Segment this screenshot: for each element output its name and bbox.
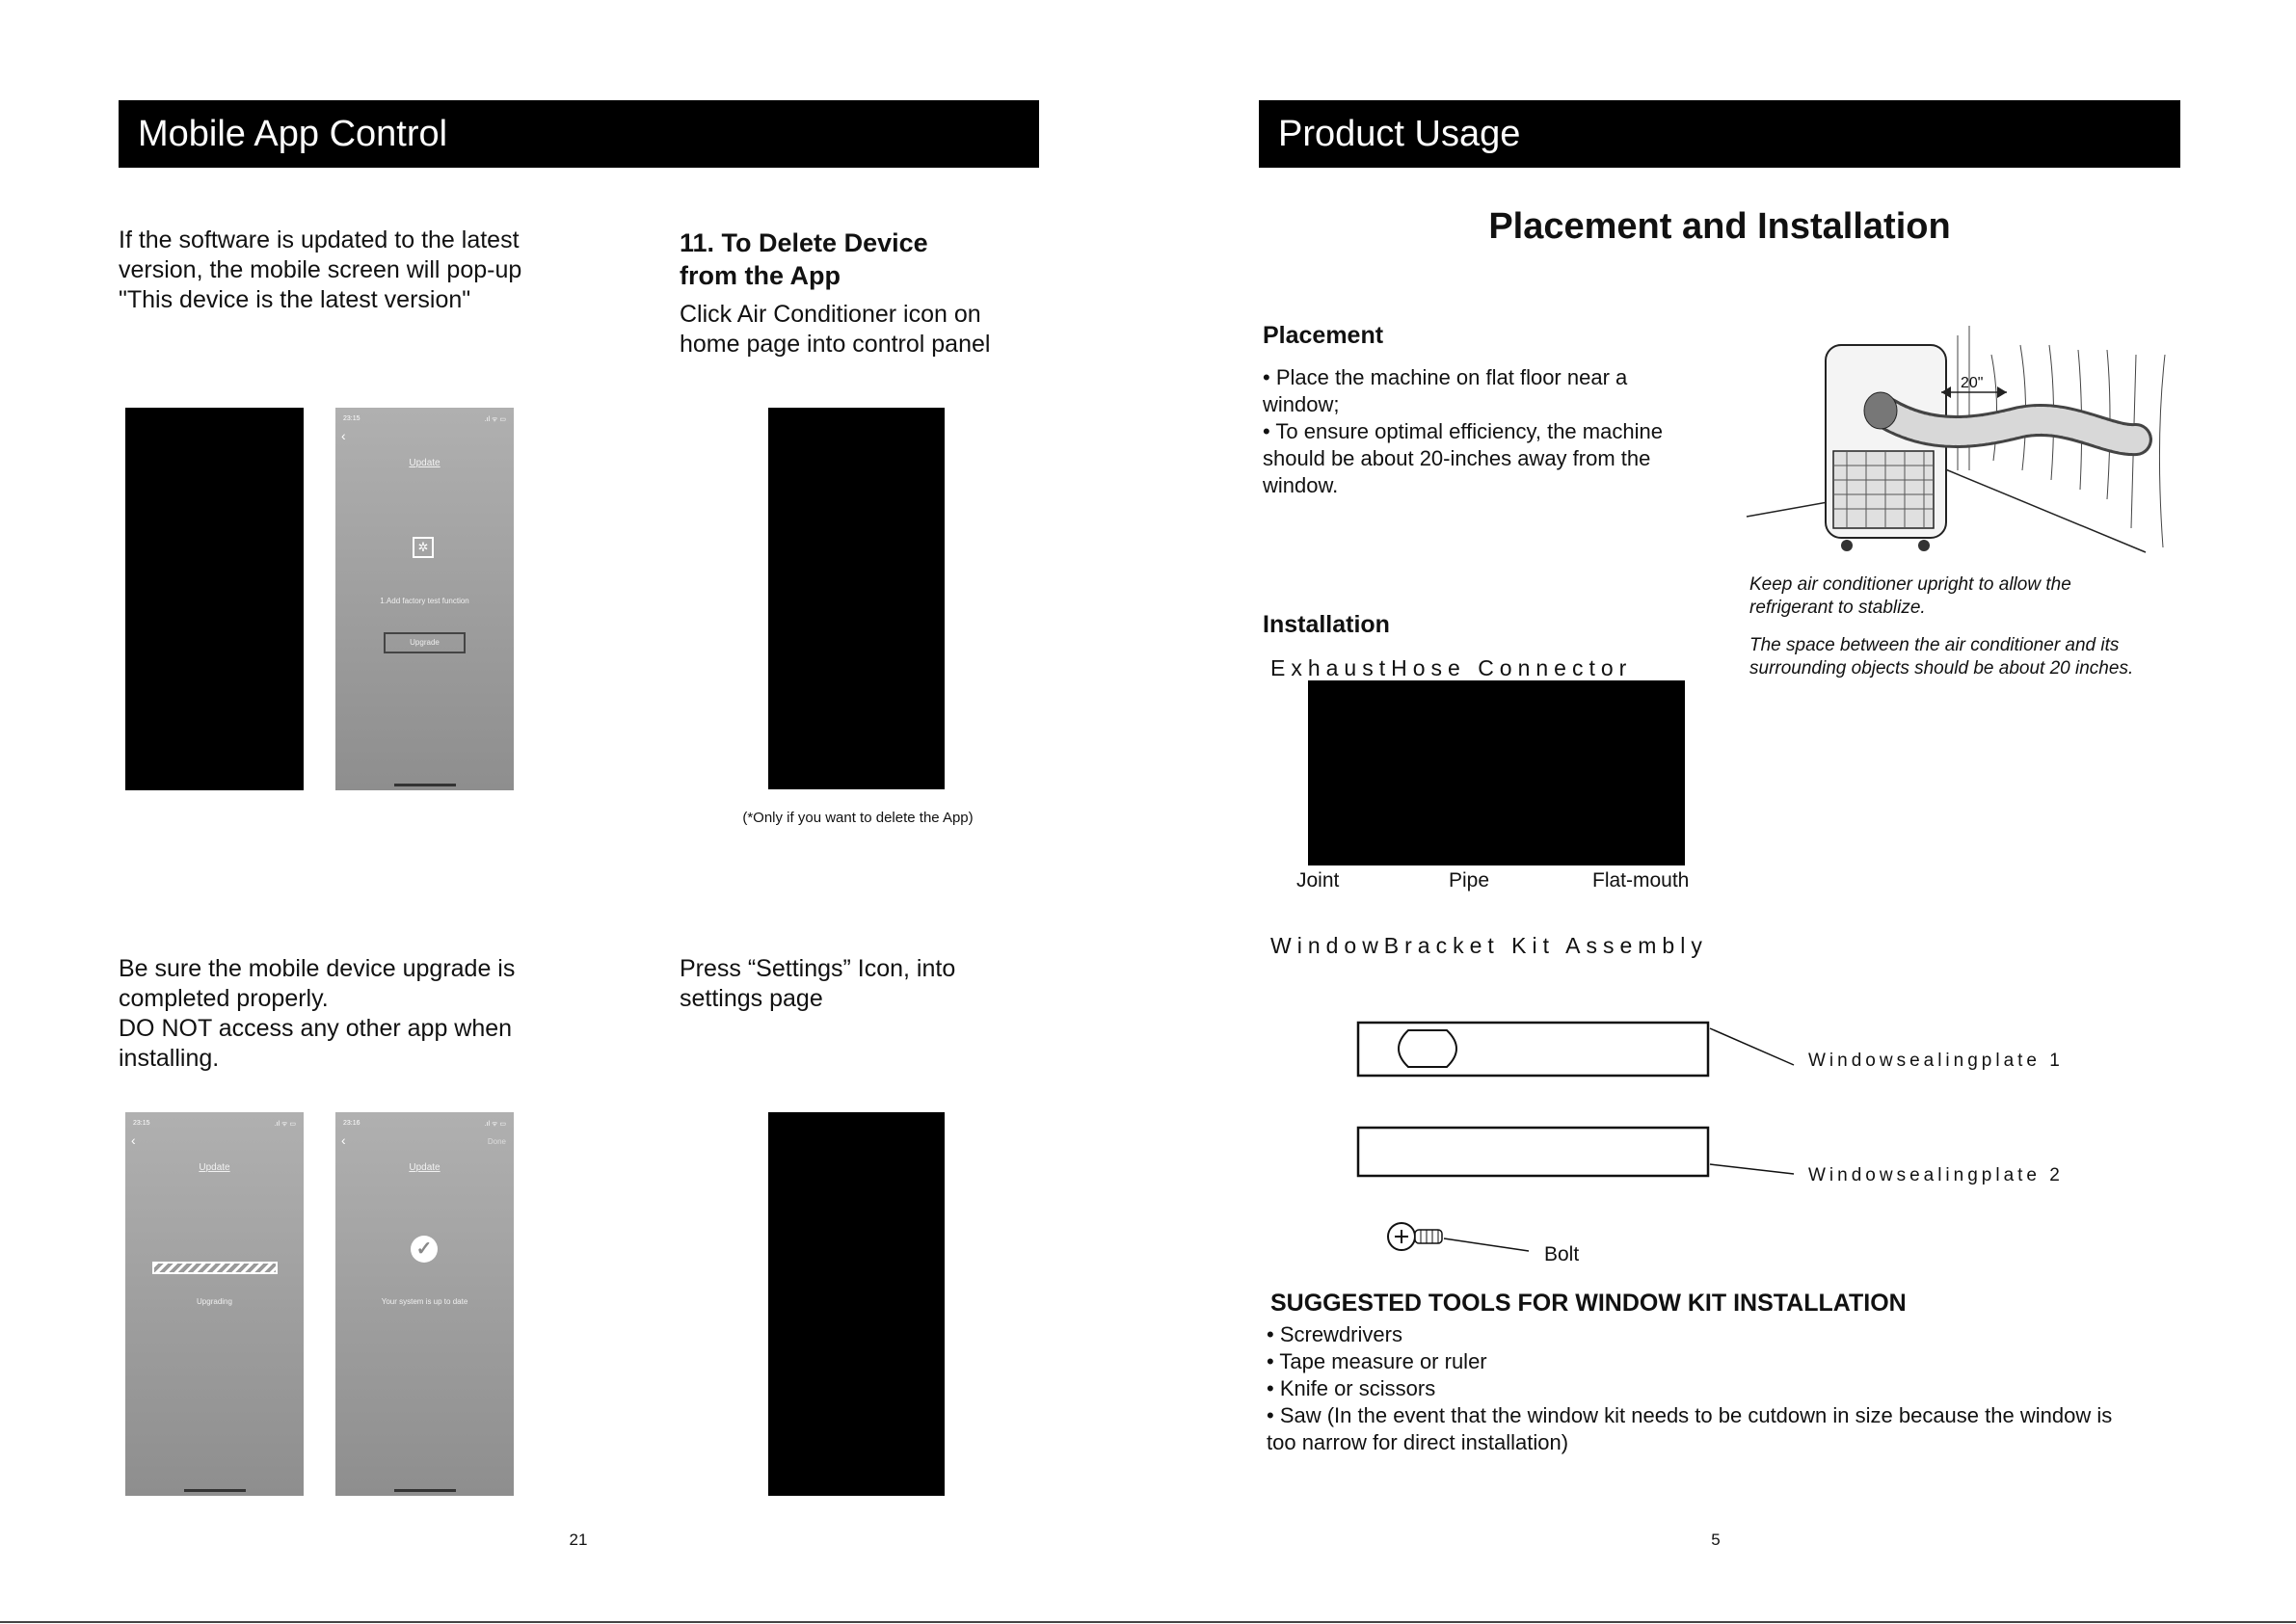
header-bar-product-usage xyxy=(1259,100,2180,168)
status-time: 23:15 xyxy=(343,415,360,422)
redacted-hose-image xyxy=(1308,680,1685,865)
text-line: home page into control panel xyxy=(680,331,991,358)
upgrade-latest-paragraph xyxy=(119,226,601,315)
list-item: • Knife or scissors xyxy=(1267,1376,1436,1400)
page-bottom-border xyxy=(0,1621,2296,1623)
update-note: 1.Add factory test function xyxy=(380,597,469,605)
text-line: settings page xyxy=(680,985,823,1012)
up-to-date-status: Your system is up to date xyxy=(381,1297,468,1306)
settings-paragraph xyxy=(680,954,1065,1014)
list-item: too narrow for direct installation) xyxy=(1267,1430,1569,1454)
progress-bar xyxy=(152,1262,278,1274)
installation-heading: Installation xyxy=(1263,611,1390,638)
exhaust-hose-label: ExhaustHose Connector xyxy=(1270,655,1633,680)
page-title: Placement and Installation xyxy=(1488,206,1951,247)
joint-label: Joint xyxy=(1296,869,1340,892)
text-line: DO NOT access any other app when xyxy=(119,1015,513,1042)
dimension-label: 20" xyxy=(1961,375,1984,391)
text-line: • To ensure optimal efficiency, the machine xyxy=(1263,419,1663,443)
text-line: installing. xyxy=(119,1045,220,1072)
caption-clearance xyxy=(1749,634,2193,680)
window-bracket-label: WindowBracket Kit Assembly xyxy=(1270,933,1708,958)
text-line: Be sure the mobile device upgrade is xyxy=(119,955,516,982)
placement-heading: Placement xyxy=(1263,322,1384,349)
window-kit-diagram xyxy=(1355,1017,1799,1267)
back-chevron-icon: ‹ xyxy=(341,1132,346,1148)
text-line: "This device is the latest version" xyxy=(119,286,471,313)
bolt-label: Bolt xyxy=(1544,1243,1580,1265)
caption-line: refrigerant to stablize. xyxy=(1749,598,1926,618)
placement-paragraph xyxy=(1263,364,1745,499)
back-chevron-icon: ‹ xyxy=(131,1132,136,1148)
caption-upright xyxy=(1749,573,2183,620)
tools-list xyxy=(1267,1321,2182,1456)
text-line: Click Air Conditioner icon on xyxy=(680,301,981,328)
done-link: Done xyxy=(487,1137,506,1146)
page-number: 21 xyxy=(569,1531,588,1549)
redacted-screenshot xyxy=(768,1112,945,1496)
text-line: If the software is updated to the latest xyxy=(119,226,520,253)
header-title: Mobile App Control xyxy=(138,114,448,154)
gear-icon: ✲ xyxy=(413,537,434,558)
heading-line: from the App xyxy=(680,261,841,290)
text-line: should be about 20-inches away from the xyxy=(1263,446,1651,470)
redacted-screenshot xyxy=(768,408,945,789)
signal-icon: .ıl ᯤ ▭ xyxy=(484,416,506,423)
flat-mouth-label: Flat-mouth xyxy=(1592,869,1690,892)
plate-2-label: Windowsealingplate 2 xyxy=(1808,1165,2064,1185)
signal-icon: .ıl ᯤ ▭ xyxy=(274,1121,296,1128)
pipe-label: Pipe xyxy=(1449,869,1490,892)
phone-screenshot-upgrading xyxy=(125,1112,304,1496)
upgrade-caution-paragraph xyxy=(119,954,620,1074)
text-line: version, the mobile screen will pop-up xyxy=(119,256,522,283)
caption-line: The space between the air conditioner and its xyxy=(1749,635,2120,655)
text-line: • Place the machine on flat floor near a xyxy=(1263,365,1628,389)
home-indicator xyxy=(184,1489,246,1492)
text-line: Press “Settings” Icon, into xyxy=(680,955,956,982)
status-time: 23:16 xyxy=(343,1120,360,1127)
tools-heading: SUGGESTED TOOLS FOR WINDOW KIT INSTALLATION xyxy=(1270,1290,1907,1317)
header-title: Product Usage xyxy=(1278,114,1521,154)
back-chevron-icon: ‹ xyxy=(341,428,346,443)
plate-1-label: Windowsealingplate 1 xyxy=(1808,1051,2064,1071)
heading-line: 11. To Delete Device xyxy=(680,228,928,257)
phone-screenshot-up-to-date xyxy=(335,1112,514,1496)
list-item: • Saw (In the event that the window kit needs to be cutdown in size because the window is xyxy=(1267,1403,2113,1427)
text-line: window. xyxy=(1263,473,1339,497)
list-item: • Tape measure or ruler xyxy=(1267,1349,1487,1373)
checkmark-icon: ✓ xyxy=(411,1236,438,1263)
phone-screenshot-update xyxy=(335,408,514,790)
upgrade-button: Upgrade xyxy=(384,632,466,653)
delete-app-note: (*Only if you want to delete the App) xyxy=(742,810,974,826)
signal-icon: .ıl ᯤ ▭ xyxy=(484,1121,506,1128)
upgrading-status: Upgrading xyxy=(197,1297,232,1306)
delete-device-paragraph xyxy=(680,300,1065,359)
page-number: 5 xyxy=(1711,1531,1721,1549)
screen-title: Update xyxy=(409,1162,441,1173)
status-time: 23:15 xyxy=(133,1120,150,1127)
caption-line: Keep air conditioner upright to allow the xyxy=(1749,574,2071,595)
header-bar-mobile-app-control xyxy=(119,100,1039,168)
screen-title: Update xyxy=(409,458,441,468)
caption-line: surrounding objects should be about 20 inches. xyxy=(1749,658,2134,679)
redacted-screenshot xyxy=(125,408,304,790)
home-indicator xyxy=(394,1489,456,1492)
screen-title: Update xyxy=(199,1162,230,1173)
air-conditioner-placement-illustration xyxy=(1741,326,2175,567)
text-line: window; xyxy=(1263,392,1340,416)
list-item: • Screwdrivers xyxy=(1267,1322,1402,1346)
text-line: completed properly. xyxy=(119,985,329,1012)
delete-device-heading xyxy=(680,226,1065,292)
home-indicator xyxy=(394,784,456,786)
